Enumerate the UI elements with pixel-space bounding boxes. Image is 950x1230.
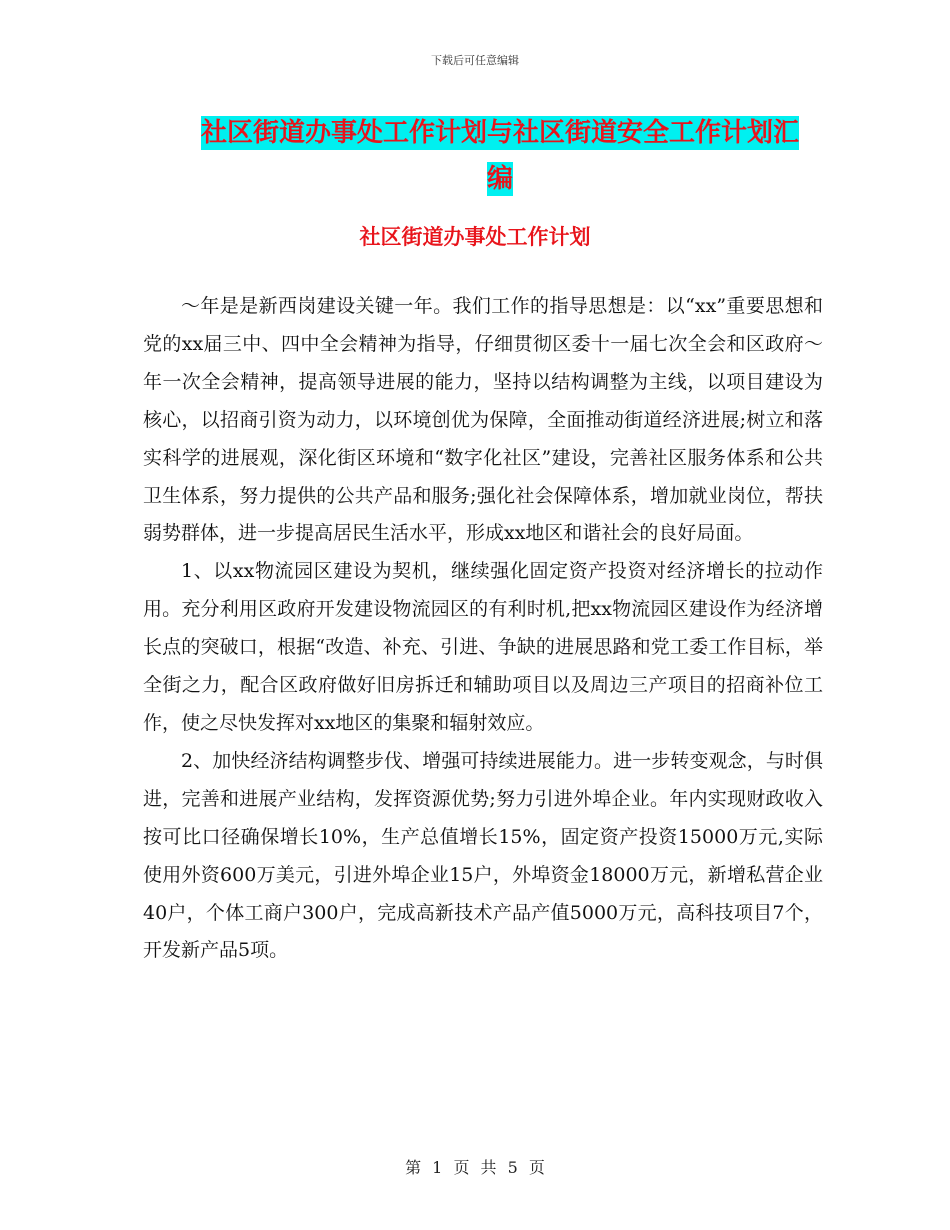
paragraph-item-1: 1、以xx物流园区建设为契机，继续强化固定资产投资对经济增长的拉动作用。充分利用区政府开发建设物流园区的有利时机,把xx物流园区建设作为经济增长点的突破口，根据“改造、补充、引进、争缺的进展思路和党工委工作目标，举全街之力，配合区政府做好旧房拆迁和辅助项目以及周边三产项目的招商补位工作，使之尽快发挥对xx地区的集聚和辐射效应。 [143, 560, 823, 734]
header-note: 下载后可任意编辑 [431, 54, 519, 67]
document-title-text: 社区街道办事处工作计划与社区街道安全工作计划汇编 [200, 118, 799, 194]
paragraph-item-2: 2、加快经济结构调整步伐、增强可持续进展能力。进一步转变观念，与时俱进，完善和进展产业结构，发挥资源优势;努力引进外埠企业。年内实现财政收入按可比口径确保增长10%，生产总值增长15%，固定资产投资15000万元,实际使用外资600万美元，引进外埠企业15户，外埠资金18000万元，新增私营企业40户，个体工商户300户，完成高新技术产品产值5000万元，高科技项目7个，开发新产品5项。 [143, 749, 823, 962]
paragraph-intro: ～年是是新西岗建设关键一年。我们工作的指导思想是：以“xx”重要思想和党的xx届三中、四中全会精神为指导，仔细贯彻区委十一届七次全会和区政府～年一次全会精神，提高领导进展的能力，坚持以结构调整为主线，以项目建设为核心，以招商引资为动力，以环境创优为保障，全面推动街道经济进展;树立和落实科学的进展观，深化街区环境和“数字化社区”建设，完善社区服务体系和公共卫生体系，努力提供的公共产品和服务;强化社会保障体系，增加就业岗位，帮扶弱势群体，进一步提高居民生活水平，形成xx地区和谐社会的良好局面。 [143, 295, 823, 545]
section-title: 社区街道办事处工作计划 [359, 224, 591, 249]
document-body [143, 288, 823, 970]
document-title [190, 110, 810, 202]
page-number: 第 1 页 共 5 页 [405, 1158, 545, 1177]
